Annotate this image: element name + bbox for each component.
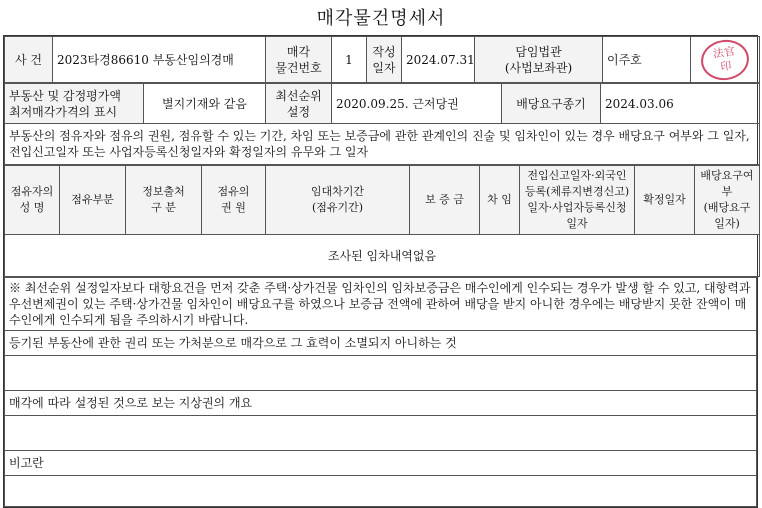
- notes-table: [4, 277, 757, 507]
- appraisal-label: 부동산 및 감정평가액 최저매각가격의 표시: [5, 84, 144, 124]
- priority-value: 2020.09.25. 근저당권: [332, 84, 502, 124]
- judge-name: 이주호: [603, 37, 691, 83]
- priority-label: 최선순위 설정: [266, 84, 332, 124]
- col-occupied-part: 점유부분: [60, 166, 126, 235]
- item-number-value: 1: [332, 37, 367, 83]
- col-deposit: 보 증 금: [410, 166, 480, 235]
- section-remarks-content: [5, 476, 757, 507]
- tenant-table: [4, 165, 760, 277]
- col-rent: 차 임: [480, 166, 520, 235]
- seal-cell: [691, 37, 760, 83]
- col-info-source: 정보출처 구 분: [126, 166, 202, 235]
- col-dividend-request: 배당요구여부 (배당요구일자): [695, 166, 760, 235]
- summary-table: [4, 83, 760, 165]
- document-title: 매각물건명세서: [316, 8, 446, 29]
- judge-label: 담임법관 (사법보좌관): [475, 37, 603, 83]
- sale-specification-form: [3, 35, 758, 508]
- section-remarks-heading: 비고란: [5, 451, 757, 476]
- col-occupant-name: 점유자의 성 명: [5, 166, 60, 235]
- deadline-value: 2024.03.06: [601, 84, 760, 124]
- case-value: 2023타경86610 부동산임의경매: [53, 37, 266, 83]
- section-surface-content: [5, 416, 757, 451]
- col-occupancy-right: 점유의 권 원: [202, 166, 266, 235]
- appraisal-value: 별지기재와 같음: [144, 84, 266, 124]
- item-number-label: 매각 물건번호: [266, 37, 332, 83]
- case-label: 사 건: [5, 37, 53, 83]
- section-surface-heading: 매각에 따라 설정된 것으로 보는 지상권의 개요: [5, 391, 757, 416]
- col-confirm-date: 확정일자: [635, 166, 695, 235]
- col-move-in-date: 전입신고일자·외국인등록(체류지변경신고)일자·사업자등록신청일자: [520, 166, 635, 235]
- deadline-label: 배당요구종기: [502, 84, 601, 124]
- official-seal-icon: 法官 印: [698, 36, 751, 82]
- made-date-value: 2024.07.31: [402, 37, 475, 83]
- section-rights-content: [5, 356, 757, 391]
- occupancy-note: 부동산의 점유자와 점유의 권원, 점유할 수 있는 기간, 차임 또는 보증금에 관한 관계인의 진술 및 임차인이 있는 경우 배당요구 여부와 그 일자, 전입신고일자 또는 사업자등록신청일자와 확정일자의 유무와 그 일자: [5, 124, 760, 165]
- header-table: [4, 36, 760, 83]
- section-rights-heading: 등기된 부동산에 관한 권리 또는 가처분으로 매각으로 그 효력이 소멸되지 아니하는 것: [5, 331, 757, 356]
- warning-note: ※ 최선순위 설정일자보다 대항요건을 먼저 갖춘 주택·상가건물 임차인의 임차보증금은 매수인에게 인수되는 경우가 발생 할 수 있고, 대항력과 우선변제권이 있는 주택·상가건물 임차인이 배당요구를 하였으나 보증금 전액에 관하여 배당을 받지 아니한 경우에는 배당받지 못한 잔액이 매수인에게 인수되게 됨을 주의하시기 바랍니다.: [5, 278, 757, 331]
- no-tenants-text: 조사된 임차내역없음: [5, 235, 760, 277]
- made-date-label: 작성 일자: [367, 37, 402, 83]
- col-lease-period: 임대차기간 (점유기간): [266, 166, 410, 235]
